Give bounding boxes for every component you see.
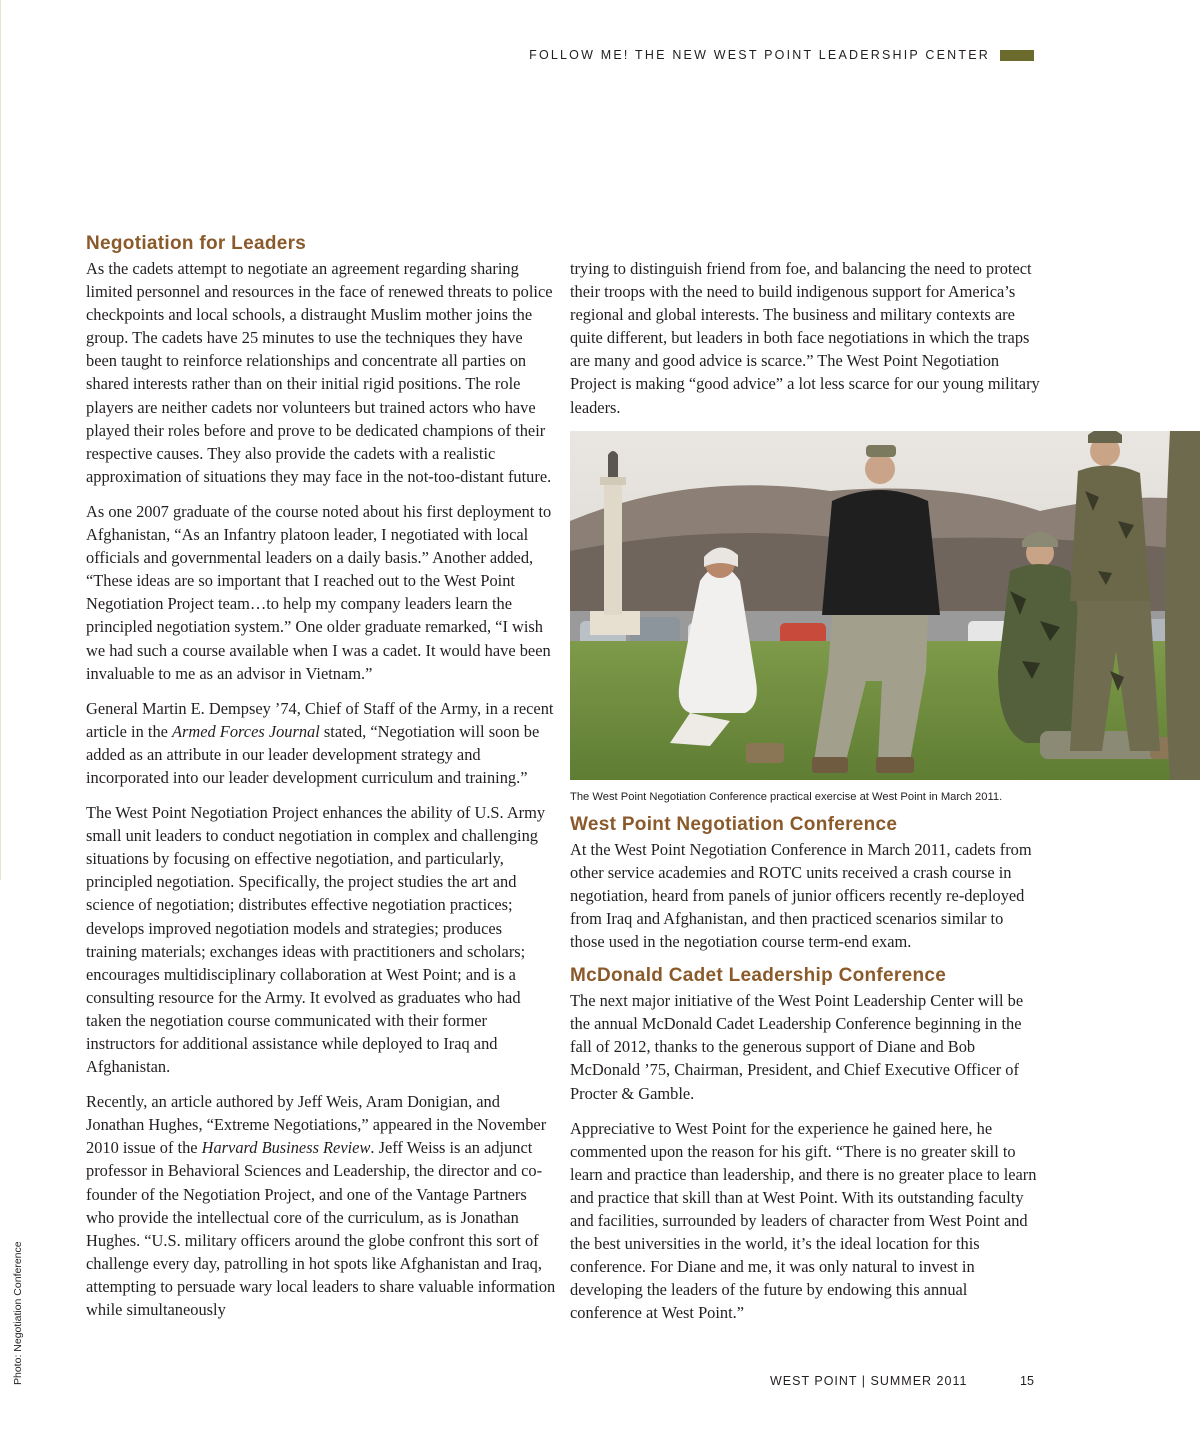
text-run: . Jeff Weiss is an adjunct professor in Behavioral Sciences and Leadership, the director and co-founder of the Negotiation Project, and one of the Vantage Partners who provide the intellectual core of the curriculum, as is Jonathan Hughes. “U.S. military officers around the globe confront this sort of challenge every day, patrolling in hot spots like Afghanistan and Iraq, attempting to persuade wary local leaders to share valuable information while simultaneously bbox=[86, 1138, 556, 1320]
running-header bbox=[529, 48, 1034, 62]
paragraph: As the cadets attempt to negotiate an agreement regarding sharing limited personnel and resources in the face of renewed threats to police checkpoints and local schools, a distraught Muslim mother joins the group. The cadets have 25 minutes to use the techniques they have been taught to reinforce relationships and concentrate all parties on shared interests rather than on their initial rigid positions. The role players are neither cadets nor volunteers but trained actors who have played their roles before and prove to be dedicated champions of their respective causes. They also provide the cadets with a realistic approximation of situations they may face in the not-too-distant future. bbox=[86, 259, 553, 486]
heading-mcdonald-conference: McDonald Cadet Leadership Conference bbox=[570, 965, 947, 987]
left-column bbox=[86, 233, 556, 1333]
right-column bbox=[570, 257, 1040, 1336]
header-accent-bar bbox=[1000, 50, 1034, 61]
margin-rule bbox=[0, 0, 1, 880]
paragraph: As one 2007 graduate of the course noted about his first deployment to Afghanistan, “As an Infantry platoon leader, I negotiated with local officials and governmental leaders on a daily basis.” Another added, “These ideas are so important that I reached out to the West Point Negotiation Project team…to help my company leaders learn the principled negotiation system.” One older graduate remarked, “I wish we had such a course available when I was a cadet. It would have been invaluable to me as an advisor in Vietnam.” bbox=[86, 501, 552, 683]
footer-publication: WEST POINT | SUMMER 2011 bbox=[770, 1374, 968, 1388]
heading-negotiation-for-leaders: Negotiation for Leaders bbox=[86, 233, 307, 254]
journal-title: Armed Forces Journal bbox=[172, 721, 320, 741]
paragraph bbox=[86, 697, 556, 789]
paragraph: The next major initiative of the West Point Leadership Center will be the annual McDonald Cadet Leadership Conference beginning in the fall of 2012, thanks to the generous support of Diane and Bob McDonald ’75, Chairman, President, and Chief Executive Officer of Procter & Gamble. bbox=[570, 991, 1024, 1103]
photo-caption: The West Point Negotiation Conference practical exercise at West Point in March 2011. bbox=[570, 790, 1003, 803]
page-number: 15 bbox=[1020, 1374, 1034, 1388]
paragraph: Appreciative to West Point for the experience he gained here, he commented upon the reason for his gift. “There is no greater skill to learn and practice than leadership, and there is no greater place to learn and practice that skill than at West Point. With its outstanding faculty and facilities, surrounded by leaders of character from West Point and the best universities in the world, it’s the ideal location for this conference. For Diane and me, it was only natural to invest in developing the leaders of the future by endowing this annual conference at West Point.” bbox=[570, 1118, 1037, 1323]
paragraph: At the West Point Negotiation Conference in March 2011, cadets from other service academies and ROTC units received a crash course in negotiation, heard from panels of junior officers recently re-deployed from Iraq and Afghanistan, and then practiced scenarios similar to those used in the negotiation course term-end exam. bbox=[570, 839, 1032, 952]
photo-credit: Photo: Negotiation Conference bbox=[12, 1241, 24, 1385]
paragraph: The West Point Negotiation Project enhances the ability of U.S. Army small unit leaders to conduct negotiation in complex and challenging situations by focusing on effective negotiation, and particularly, principled negotiation. Specifically, the project studies the art and science of negotiation; distributes effective negotiation practices; develops improved negotiation models and strategies; produces training materials; exchanges ideas with practitioners and scholars; encourages multidisciplinary collaboration at West Point; and is a consulting resource for the Army. It evolved as graduates who had taken the negotiation course communicated with their former instructors for additional assistance while deployed to Iraq and Afghanistan. bbox=[86, 803, 546, 1077]
text-run: General Martin E. Dempsey ’74, Chief of Staff of the Army, in a recent article in the bbox=[86, 698, 554, 741]
paragraph: trying to distinguish friend from foe, and balancing the need to protect their troops with the need to build indigenous support for America’s regional and global interests. The business and military contexts are quite different, but leaders in both face negotiations in which the traps are many and good advice is scarce.” The West Point Negotiation Project is making “good advice” a lot less scarce for our young military leaders. bbox=[570, 259, 1040, 417]
running-title: FOLLOW ME! THE NEW WEST POINT LEADERSHIP CENTER bbox=[529, 48, 990, 62]
paragraph bbox=[86, 1090, 556, 1321]
text-run: Recently, an article authored by Jeff Weis, Aram Donigian, and Jonathan Hughes, “Extreme Negotiations,” appeared in the November 2010 issue of the bbox=[86, 1092, 547, 1158]
journal-title: Harvard Business Review bbox=[201, 1138, 371, 1158]
exercise-photo bbox=[570, 431, 1200, 780]
text-run: stated, “Negotiation will soon be added as an attribute in our leader development strategy and incorporated into our leader development curriculum and training.” bbox=[86, 721, 540, 787]
heading-negotiation-conference: West Point Negotiation Conference bbox=[570, 813, 898, 835]
photo-illustration bbox=[570, 431, 1200, 780]
